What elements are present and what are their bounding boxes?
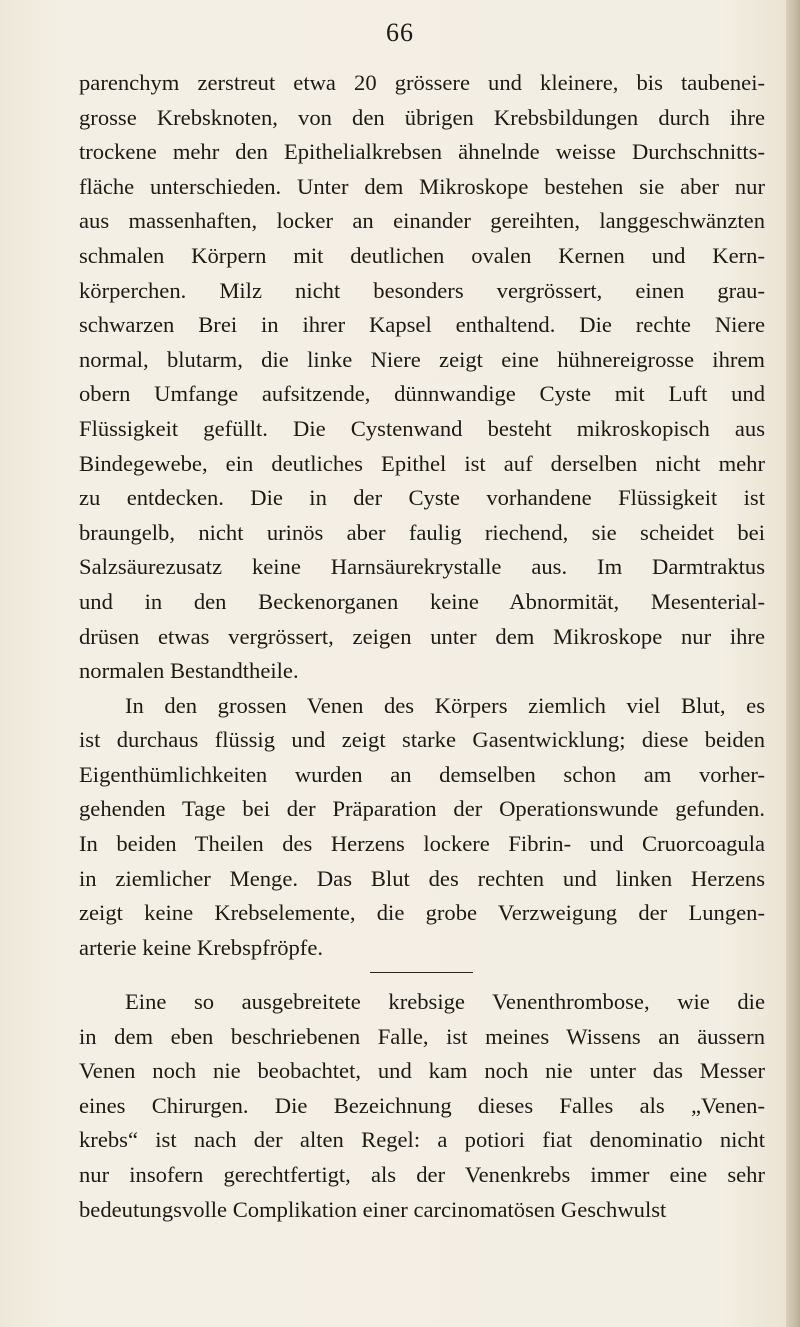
text-line: In den grossen Venen des Körpers ziemlich viel Blut, es [125,692,765,718]
text-line: schmalen Körpern mit deutlichen ovalen Kernen und Kern- [79,242,765,268]
section-divider [370,972,473,973]
text-line: drüsen etwas vergrössert, zeigen unter dem Mikroskope nur ihre [79,623,765,649]
text-line: obern Umfange aufsitzende, dünnwandige Cyste mit Luft und [79,381,765,407]
text-line: In beiden Theilen des Herzens lockere Fibrin- und Cruorcoagula [79,831,765,857]
text-line: normalen Bestandtheile. [79,658,299,684]
text-line: bedeutungsvolle Complikation einer carcinomatösen Geschwulst [79,1196,667,1222]
text-line: Bindegewebe, ein deutliches Epithel ist auf derselben nicht mehr [79,450,765,476]
text-block-lower [79,985,765,1227]
text-line: aus massenhaften, locker an einander gereihten, langgeschwänzten [79,208,765,234]
text-line: krebs“ ist nach der alten Regel: a potiori fiat denominatio nicht [79,1127,765,1153]
text-line: schwarzen Brei in ihrer Kapsel enthaltend. Die rechte Niere [79,312,765,338]
text-block-upper [79,66,765,965]
text-line: gehenden Tage bei der Präparation der Operationswunde gefunden. [79,796,765,822]
text-line: Eigenthümlichkeiten wurden an demselben schon am vorher- [79,761,765,787]
text-line: körperchen. Milz nicht besonders vergrössert, einen grau- [79,277,765,303]
page-edge-shadow [786,0,800,1327]
page-number: 66 [386,18,414,47]
text-line: Salzsäurezusatz keine Harnsäurekrystalle aus. Im Darmtraktus [79,554,765,580]
text-line: in dem eben beschriebenen Falle, ist meines Wissens an äussern [79,1023,765,1049]
text-line: ist durchaus flüssig und zeigt starke Gasentwicklung; diese beiden [79,727,765,753]
text-line: und in den Beckenorganen keine Abnormität, Mesenterial- [79,588,765,614]
text-line: eines Chirurgen. Die Bezeichnung dieses Falles als „Venen- [79,1092,765,1118]
text-line: Flüssigkeit gefüllt. Die Cystenwand besteht mikroskopisch aus [79,415,765,441]
text-line: braungelb, nicht urinös aber faulig riechend, sie scheidet bei [79,519,765,545]
text-line: nur insofern gerechtfertigt, als der Venenkrebs immer eine sehr [79,1161,765,1187]
text-line: in ziemlicher Menge. Das Blut des rechten und linken Herzens [79,865,765,891]
text-line: zeigt keine Krebselemente, die grobe Verzweigung der Lungen- [79,900,765,926]
text-line: arterie keine Krebspfröpfe. [79,934,324,960]
text-line: parenchym zerstreut etwa 20 grössere und kleinere, bis taubenei- [79,70,765,95]
text-line: normal, blutarm, die linke Niere zeigt eine hühnereigrosse ihrem [79,346,765,372]
text-line: Venen noch nie beobachtet, und kam noch nie unter das Messer [79,1058,765,1084]
text-line: Eine so ausgebreitete krebsige Venenthrombose, wie die [125,989,765,1014]
text-line: zu entdecken. Die in der Cyste vorhandene Flüssigkeit ist [79,485,765,511]
text-line: grosse Krebsknoten, von den übrigen Krebsbildungen durch ihre [79,104,765,130]
text-line: fläche unterschieden. Unter dem Mikroskope bestehen sie aber nur [79,173,765,199]
text-line: trockene mehr den Epithelialkrebsen ähnelnde weisse Durchschnitts- [79,139,765,165]
